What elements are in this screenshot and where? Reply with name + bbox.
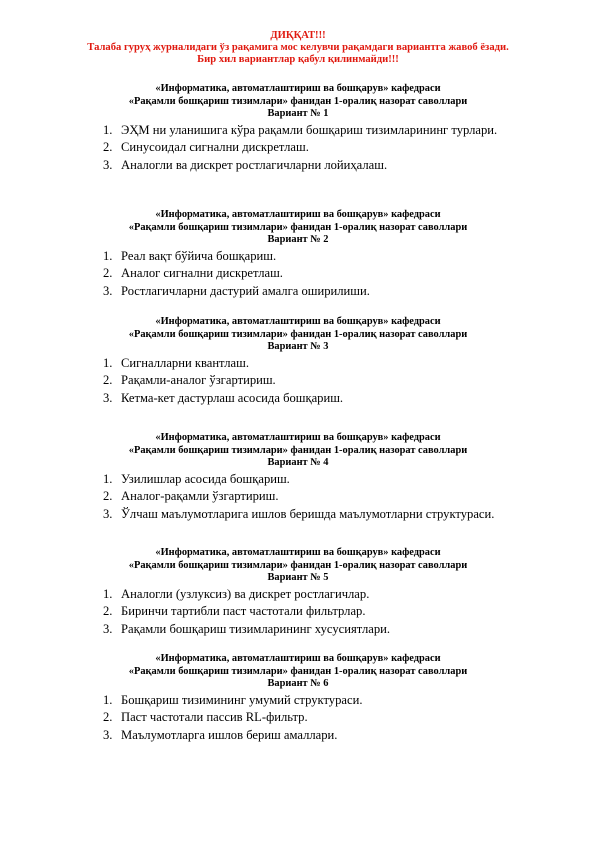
question-item (0, 727, 596, 745)
subject-heading: «Рақамли бошқариш тизимлари» фанидан 1-оралиқ назорат саволлари (128, 559, 468, 571)
question-text: Биринчи тартибли паст частотали фильтрлар. (121, 604, 366, 618)
question-number: 2. (103, 710, 113, 724)
variant-title: Вариант № 3 (267, 341, 329, 352)
question-item (0, 283, 596, 301)
question-number: 2. (103, 373, 113, 387)
question-item (0, 265, 596, 283)
warning-line-1: Талаба гуруҳ журналидаги ўз рақамига мос келувчи рақамдаги вариантга жавоб ёзади. (87, 42, 509, 53)
variant-title: Вариант № 1 (267, 108, 329, 119)
department-heading: «Информатика, автоматлаштириш ва бошқарув» кафедраси (155, 653, 441, 664)
question-text: Бошқариш тизимининг умумий структураси. (121, 692, 363, 707)
question-item (0, 248, 596, 266)
question-number: 1. (103, 471, 113, 486)
question-text: Ростлагичларни дастурий амалга оширилиши. (121, 283, 370, 298)
question-number: 3. (103, 506, 113, 521)
question-text: Узилишлар асосида бошқариш. (121, 471, 290, 486)
question-text: ЭҲМ ни уланишига кўра рақамли бошқариш тизимларининг турлари. (121, 122, 498, 137)
department-heading: «Информатика, автоматлаштириш ва бошқарув» кафедраси (155, 432, 441, 443)
question-item (0, 122, 596, 140)
subject-heading: «Рақамли бошқариш тизимлари» фанидан 1-оралиқ назорат саволлари (128, 444, 468, 456)
variant-3 (0, 316, 596, 407)
variant-5 (0, 547, 596, 638)
question-number: 1. (103, 586, 113, 601)
subject-heading: «Рақамли бошқариш тизимлари» фанидан 1-оралиқ назорат саволлари (128, 328, 468, 340)
question-item (0, 355, 596, 373)
question-item (0, 692, 596, 710)
question-item (0, 488, 596, 506)
question-text: Синусоидал сигнални дискретлаш. (121, 140, 309, 154)
question-number: 1. (103, 355, 113, 370)
question-text: Кетма-кет дастурлаш асосида бошқариш. (121, 390, 344, 405)
question-item (0, 603, 596, 621)
question-text: Сигналларни квантлаш. (121, 355, 249, 370)
subject-heading: «Рақамли бошқариш тизимлари» фанидан 1-оралиқ назорат саволлари (128, 95, 468, 107)
question-item (0, 372, 596, 390)
department-heading: «Информатика, автоматлаштириш ва бошқарув» кафедраси (155, 547, 441, 558)
question-text: Ўлчаш маълумотларига ишлов беришда маълумотларни структураси. (121, 506, 495, 521)
subject-heading: «Рақамли бошқариш тизимлари» фанидан 1-оралиқ назорат саволлари (128, 665, 468, 677)
variant-2 (0, 209, 596, 300)
warning-title: ДИҚҚАТ!!! (270, 30, 326, 41)
question-number: 3. (103, 621, 113, 636)
question-number: 3. (103, 390, 113, 405)
question-list (0, 692, 596, 745)
question-number: 3. (103, 283, 113, 298)
question-item (0, 157, 596, 175)
question-text: Рақамли-аналог ўзгартириш. (121, 373, 276, 387)
question-number: 2. (103, 266, 113, 280)
question-list (0, 471, 596, 524)
question-text: Аналогли ва дискрет ростлагичларни лойиҳалаш. (121, 157, 388, 172)
question-item (0, 586, 596, 604)
question-list (0, 355, 596, 408)
question-number: 1. (103, 692, 113, 707)
question-number: 1. (103, 122, 113, 137)
variant-1 (0, 83, 596, 174)
question-text: Паст частотали пассив RL-фильтр. (121, 710, 308, 724)
variant-title: Вариант № 4 (267, 457, 329, 468)
question-item (0, 621, 596, 639)
variant-title: Вариант № 5 (267, 572, 329, 583)
question-number: 1. (103, 248, 113, 263)
department-heading: «Информатика, автоматлаштириш ва бошқарув» кафедраси (155, 209, 441, 220)
question-item (0, 709, 596, 727)
question-item (0, 506, 596, 524)
variant-title: Вариант № 6 (267, 678, 329, 689)
question-number: 2. (103, 604, 113, 618)
question-item (0, 390, 596, 408)
question-number: 3. (103, 157, 113, 172)
variant-title: Вариант № 2 (267, 234, 329, 245)
variant-6 (0, 653, 596, 744)
department-heading: «Информатика, автоматлаштириш ва бошқарув» кафедраси (155, 83, 441, 94)
question-list (0, 586, 596, 639)
question-text: Рақамли бошқариш тизимларининг хусусиятлари. (121, 621, 391, 636)
question-number: 2. (103, 489, 113, 503)
question-text: Реал вақт бўйича бошқариш. (121, 248, 277, 263)
question-item (0, 139, 596, 157)
question-number: 3. (103, 727, 113, 742)
question-text: Аналогли (узлуксиз) ва дискрет ростлагичлар. (121, 586, 370, 601)
subject-heading: «Рақамли бошқариш тизимлари» фанидан 1-оралиқ назорат саволлари (128, 221, 468, 233)
warning-line-2: Бир хил вариантлар қабул қилинмайди!!! (197, 54, 399, 65)
question-text: Аналог-рақамли ўзгартириш. (121, 489, 279, 503)
question-list (0, 248, 596, 301)
question-text: Маълумотларга ишлов бериш амаллари. (121, 727, 338, 742)
question-number: 2. (103, 140, 113, 154)
department-heading: «Информатика, автоматлаштириш ва бошқарув» кафедраси (155, 316, 441, 327)
question-text: Аналог сигнални дискретлаш. (121, 266, 283, 280)
question-item (0, 471, 596, 489)
variant-4 (0, 432, 596, 523)
question-list (0, 122, 596, 175)
